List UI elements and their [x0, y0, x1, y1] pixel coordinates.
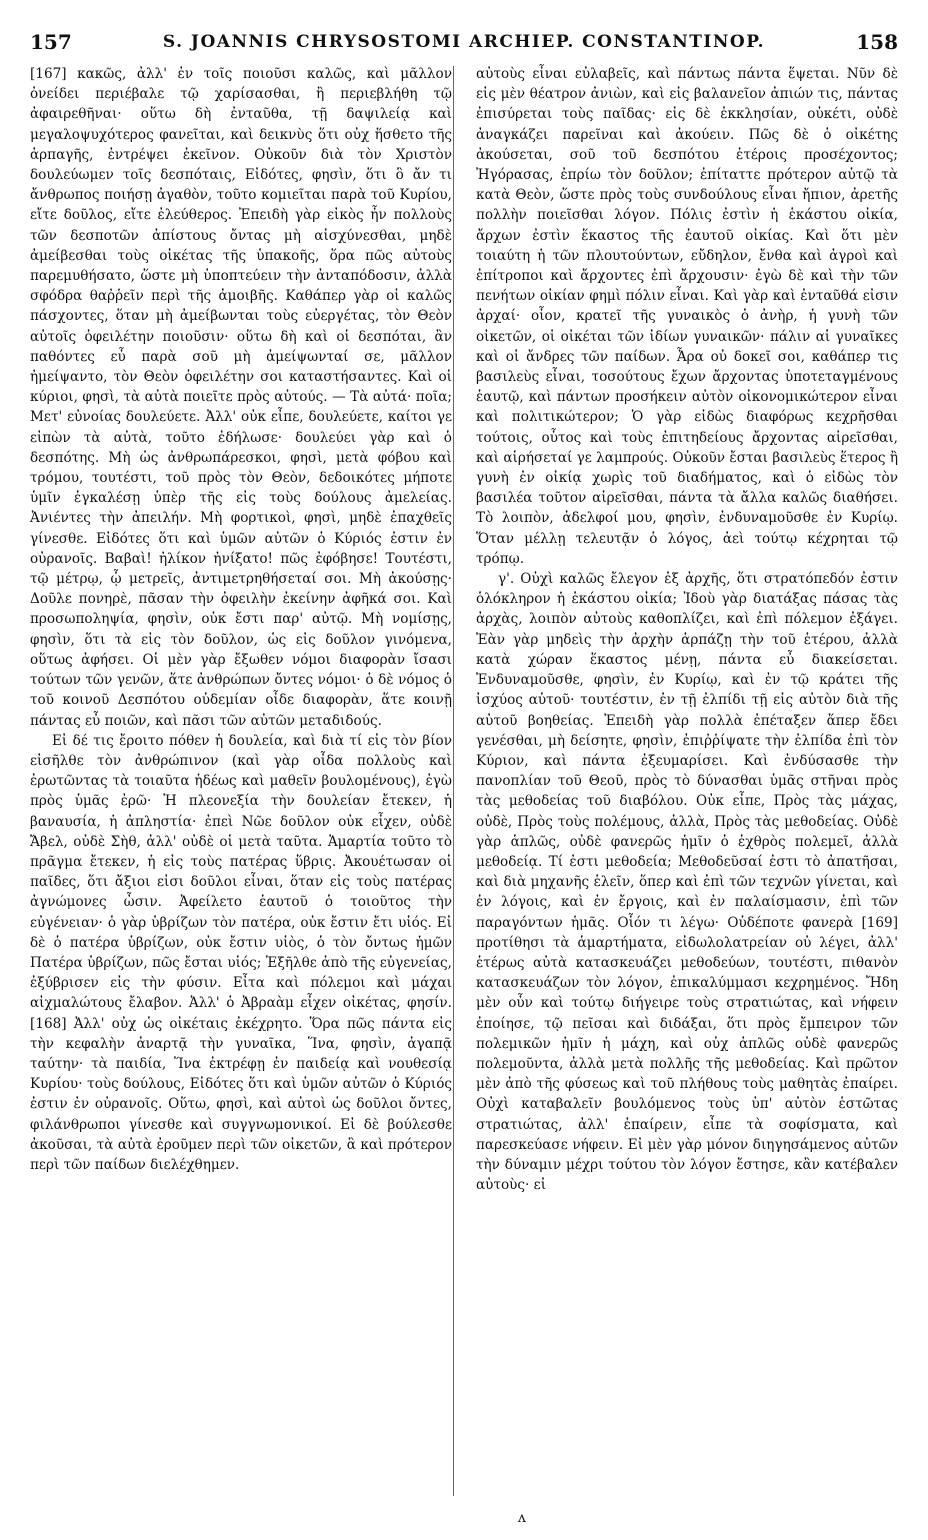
footer-mark: ʌ [518, 1510, 526, 1526]
page-header [30, 30, 898, 60]
left-paragraph-1: [167] κακῶς, ἀλλ' ἐν τοῖς ποιοῦσι καλῶς, καὶ μᾶλλον ὀνείδει περιέβαλε τῷ χαρίσασθαι, ἢ περιεβλήθη τῷ ἀφαιρεθῆναι· οὕτω δὴ ἐνταῦθα, τῇ δαψιλείᾳ καὶ μεγαλοψυχότερος φανεῖται, καὶ δεικνὺς ὅτι οὐχ ἥσθετο τῆς ἁρπαγῆς, ἐντρέψει ἐκεῖνον. Οὐκοῦν διὰ τὸν Χριστὸν δουλεύωμεν τοῖς δεσπόταις, Εἰδότες, φησὶν, ὅτι ὃ ἄν τι ἄνθρωπος ποιήσῃ ἀγαθὸν, τοῦτο κομιεῖται παρὰ τοῦ Κυρίου, εἴτε δοῦλος, εἴτε ἐλεύθερος. Ἐπειδὴ γὰρ εἰκὸς ἦν πολλοὺς τῶν δεσποτῶν ἀπίστους ὄντας μὴ αἰσχύνεσθαι, μηδὲ ἀμείβεσθαι τοὺς οἰκέτας τῆς ὑπακοῆς, ὅρα πῶς αὐτοὺς παρεμυθήσατο, ὥστε μὴ ὑποπτεύειν τὴν ἀνταπόδοσιν, ἀλλὰ σφόδρα θαῤῥεῖν περὶ τῆς ἀμοιβῆς. Καθάπερ γὰρ οἱ καλῶς πάσχοντες, ὅταν μὴ ἀμείβωνται τοὺς εὐεργέτας, τὸν Θεὸν αὐτοῖς ὀφειλέτην ποιοῦσιν· οὕτω δὴ καὶ οἱ δεσπόται, ἂν παθόντες εὖ παρὰ σοῦ μὴ ἀμείψωνταί σε, μᾶλλον ἠμείψαντο, τὸν Θεὸν ὀφειλέτην σοι καταστήσαντες. Καὶ οἱ κύριοι, φησὶ, τὰ αὐτὰ ποιεῖτε πρὸς αὐτούς. — Τὰ αὐτά· ποῖα; Μετ' εὐνοίας δουλεύετε. Ἀλλ' οὐκ εἶπε, δουλεύετε, καίτοι γε εἰπὼν τὰ αὐτὰ, τοῦτο ἐδήλωσε· δουλεύει γὰρ καὶ ὁ δεσπότης. Μὴ ὡς ἀνθρωπάρεσκοι, φησὶ, μετὰ φόβου καὶ τρόμου, τουτέστι, τοῦ πρὸς τὸν Θεὸν, δεδοικότες μήποτε ὑμῖν ἐγκαλέσῃ ὑπὲρ τῆς εἰς τοὺς δούλους ἀμελείας. Ἀνιέντες τὴν ἀπειλήν. Μὴ φορτικοὶ, φησὶ, μηδὲ ἐπαχθεῖς γίνεσθε. Εἰδότες ὅτι καὶ ὑμῶν αὐτῶν ὁ Κύριός ἐστιν ἐν οὐρανοῖς. Βαβαὶ! ἠλίκον ἠνίξατο! πῶς ἐφόβησε! Τουτέστι, τῷ μέτρῳ, ᾧ μετρεῖς, ἀντιμετρηθήσεταί σοι. Μὴ ἀκούσῃς· Δοῦλε πονηρὲ, πᾶσαν τὴν ὀφειλὴν ἐκείνην ἀφῆκά σοι. Καὶ προσωποληψία, φησὶν, οὐκ ἔστι παρ' αὐτῷ. Μὴ νομίσῃς, φησὶν, ὅτι τὰ εἰς τὸν δοῦλον, ὡς εἰς δοῦλον γινόμενα, οὕτως ἀφήσει. Οἱ μὲν γὰρ ἔξωθεν νόμοι διαφορὰν ἴσασι τούτων τῶν γενῶν, ἅτε ἀνθρώπων ὄντες νόμοι· ὁ δὲ νόμος ὁ τοῦ κοινοῦ Δεσπότου οὐδεμίαν οἶδε διαφορὰν, ἅτε κοινῇ πάντας εὖ ποιῶν, καὶ πᾶσι τῶν αὐτῶν μεταδιδούς. [30, 66, 452, 729]
left-column [30, 64, 452, 1504]
column-divider [453, 66, 454, 1496]
right-paragraph-2: γ'. Οὐχὶ καλῶς ἔλεγον ἐξ ἀρχῆς, ὅτι στρατόπεδόν ἐστιν ὁλόκληρον ἡ ἑκάστου οἰκία; Ἰδοὺ γὰρ διατάξας πάσας τὰς ἀρχὰς, λοιπὸν αὐτοὺς καθοπλίζει, καὶ ἐπὶ πόλεμον ἐξάγει. Ἐὰν γὰρ μηδεὶς τὴν ἀρχὴν ἁρπάζῃ τὴν τοῦ ἑτέρου, ἀλλὰ κατὰ χώραν ἕκαστος μένῃ, πάντα εὖ διακείσεται. Ἐνδυναμοῦσθε, φησὶν, ἐν Κυρίῳ, καὶ ἐν τῷ κράτει τῆς ἰσχύος αὐτοῦ· τουτέστιν, ἐν τῇ ἐλπίδι τῇ εἰς αὐτὸν διὰ τῆς αὐτοῦ βοηθείας. Ἐπειδὴ γὰρ πολλὰ ἐπέταξεν ἅπερ ἔδει γενέσθαι, μὴ δείσητε, φησὶν, ἐπιῤῥίψατε τὴν ἐλπίδα ἐπὶ τὸν Κύριον, καὶ πάντα ἐξευμαρίσει. Καὶ ἐνδύσασθε τὴν πανοπλίαν τοῦ Θεοῦ, πρὸς τὸ δύνασθαι ὑμᾶς στῆναι πρὸς τὰς μεθοδείας τοῦ διαβόλου. Οὐκ εἶπε, Πρὸς τὰς μάχας, οὐδὲ, Πρὸς τοὺς πολέμους, ἀλλὰ, Πρὸς τὰς μεθοδείας. Οὐδὲ γὰρ ἁπλῶς, οὐδὲ φανερῶς ἡμῖν ὁ ἐχθρὸς πολεμεῖ, ἀλλὰ μεθοδείᾳ. Τί ἐστι μεθοδεία; Μεθοδεῦσαί ἐστι τὸ ἀπατῆσαι, καὶ διὰ μηχανῆς ἑλεῖν, ὅπερ καὶ ἐπὶ τῶν τεχνῶν γίνεται, καὶ ἐν λόγοις, καὶ ἐν ἔργοις, καὶ ἐν παλαίσμασιν, ἐπὶ τῶν παραγόντων ἡμᾶς. Οἷόν τι λέγω· Οὐδέποτε φανερὰ [169] προτίθησι τὰ ἁμαρτήματα, εἰδωλολατρείαν οὐ λέγει, ἀλλ' ἑτέρως αὐτὰ κατασκευάζει μεθοδεύων, τουτέστι, πιθανὸν κατασκευάζων τὸν λόγον, ἐπικαλύμμασι κεχρημένος. Ἤδη μὲν οὖν καὶ τούτῳ διήγειρε τοὺς στρατιώτας, καὶ νήφειν ἐποίησε, τῷ πεῖσαι καὶ διδάξαι, ὅτι πρὸς ἔμπειρον τῶν πολεμικῶν ἡμῖν ἡ μάχη, καὶ οὐχ ἁπλῶς οὐδὲ φανερῶς πολεμοῦντα, ἀλλὰ μετὰ πολλῆς τῆς μεθοδείας. Καὶ πρῶτον μὲν ἀπὸ τῆς φύσεως καὶ τοῦ πλήθους τοὺς μαθητὰς ἐπαίρει. Οὐχὶ καταβαλεῖν βουλόμενος τοὺς ὑπ' αὐτὸν ἑστῶτας στρατιώτας, ἀλλ' ἐπαίρειν, εἶπε τὰ σοφίσματα, καὶ παρεσκεύασε νήφειν. Εἰ μὲν γὰρ μόνον διηγησάμενος αὐτῶν τὴν δύναμιν μέχρι τούτου τὸν λόγον ἔστησε, κἂν κατέβαλεν αὐτοὺς· εἰ [476, 571, 898, 1194]
right-page-number: 158 [856, 30, 898, 54]
right-column [476, 64, 898, 1504]
left-page-number: 157 [30, 30, 72, 54]
running-title: S. JOANNIS CHRYSOSTOMI ARCHIEP. CONSTANTINOP. [162, 32, 766, 52]
left-paragraph-2: Εἰ δέ τις ἔροιτο πόθεν ἡ δουλεία, καὶ διὰ τί εἰς τὸν βίον εἰσῆλθε τὸν ἀνθρώπινον (καὶ γὰρ οἶδα πολλοὺς καὶ ἐρωτῶντας τὰ τοιαῦτα ἡδέως καὶ μαθεῖν βουλομένους), ἐγὼ πρὸς ὑμᾶς ἐρῶ· Ἡ πλεονεξία τὴν δουλείαν ἔτεκεν, ἡ βαναυσία, ἡ ἀπληστία· ἐπεὶ Νῶε δοῦλον οὐκ εἶχεν, οὐδὲ Ἄβελ, οὐδὲ Σὴθ, ἀλλ' οὐδὲ οἱ μετὰ ταῦτα. Ἁμαρτία τοῦτο τὸ πρᾶγμα ἔτεκεν, ἡ εἰς τοὺς πατέρας ὕβρις. Ἀκουέτωσαν οἱ παῖδες, ὅτι ἄξιοι εἰσι δοῦλοι εἶναι, ὅταν εἰς τοὺς πατέρας ἀγνώμονες ὦσιν. Ἀφείλετο ἑαυτοῦ ὁ τοιοῦτος τὴν εὐγένειαν· ὁ γὰρ ὑβρίζων τὸν πατέρα, οὐκ ἔστιν ἔτι υἱός. Εἰ δὲ ὁ πατέρα ὑβρίζων, οὐκ ἔστιν υἱὸς, ὁ τὸν ὄντως ἡμῶν Πατέρα ὑβρίζων, πῶς ἔσται υἱός; Ἐξῆλθε ἀπὸ τῆς εὐγενείας, ἐξύβρισεν εἰς τὴν φύσιν. Εἶτα καὶ πόλεμοι καὶ μάχαι αἰχμαλώτους ἔλαβον. Ἀλλ' ὁ Ἀβραὰμ εἶχεν οἰκέτας, φησίν. [168] Ἀλλ' οὐχ ὡς οἰκέταις ἐκέχρητο. Ὅρα πῶς πάντα εἰς τὴν κεφαλὴν ἀναρτᾷ τὴν γυναῖκα, Ἵνα, φησὶν, ἀγαπᾷ ταύτην· τὰ παιδία, Ἵνα ἐκτρέφῃ ἐν παιδείᾳ καὶ νουθεσίᾳ Κυρίου· τοὺς δούλους, Εἰδότες ὅτι καὶ ὑμῶν αὐτῶν ὁ Κύριός ἐστιν ἐν οὐρανοῖς. Οὕτω, φησὶ, καὶ αὐτοὶ ὡς δοῦλοι ὄντες, φιλάνθρωποι γίνεσθε καὶ συγγνωμονικοί. Εἰ δὲ βούλεσθε ἀκοῦσαι, τὰ αὐτὰ ἐροῦμεν περὶ τῶν οἰκετῶν, ἃ καὶ πρότερον περὶ τῶν παίδων διελέχθημεν. [30, 732, 452, 1173]
right-paragraph-1: αὐτοὺς εἶναι εὐλαβεῖς, καὶ πάντως πάντα ἕψεται. Νῦν δὲ εἰς μὲν θέατρον ἀνιὼν, καὶ εἰς βαλανεῖον ἀπιών τις, πάντας ἐπισύρεται τοὺς παῖδας· εἰς δὲ ἐκκλησίαν, οὐκέτι, οὐδὲ ἀναγκάζει παρεῖναι καὶ ἀκούειν. Πῶς δὲ ὁ οἰκέτης ἀκούσεται, σοῦ τοῦ δεσπότου ἑτέροις προσέχοντος; Ἠγόρασας, ἐπρίω τὸν δοῦλον; ἐπίταττε πρότερον αὐτῷ τὰ κατὰ Θεὸν, ὥστε πρὸς τοὺς συνδούλους εἶναι ἤπιον, ἀρετῆς πολλὴν ποιεῖσθαι λόγον. Πόλις ἐστὶν ἡ ἑκάστου οἰκία, ἄρχων ἐστὶν ἕκαστος τῆς ἑαυτοῦ οἰκίας. Καὶ ὅτι μὲν τοιαύτη ἡ τῶν πλουτούντων, εὔδηλον, ἔνθα καὶ ἀγροὶ καὶ ἐπίτροποι καὶ ἄρχοντες ἐπὶ ἄρχουσιν· ἐγὼ δὲ καὶ τὴν τῶν πενήτων οἰκίαν φημὶ πόλιν εἶναι. Καὶ γὰρ καὶ ἐνταῦθά εἰσιν ἀρχαί· οἷον, κρατεῖ τῆς γυναικὸς ὁ ἀνὴρ, ἡ γυνὴ τῶν οἰκετῶν, οἱ οἰκέται τῶν ἰδίων γυναικῶν· πάλιν αἱ γυναῖκες καὶ οἱ ἄνδρες τῶν παίδων. Ἆρα οὐ δοκεῖ σοι, καθάπερ τις βασιλεὺς εἶναι, τοσούτους ἔχων ἄρχοντας ὑποτεταγμένους ἑαυτῷ, καὶ πάντων προσήκειν αὐτὸν οἰκονομικώτερον εἶναι καὶ πολιτικώτερον; Ὁ γὰρ εἰδὼς διαφόρως κεχρῆσθαι τούτοις, οὗτος καὶ τοὺς ἐπιτηδείους ἄρχοντας αἱρεῖσθαι, καὶ αἱρήσεταί γε λαμπρούς. Οὐκοῦν ἔσται βασιλεὺς ἕτερος ἢ γυνὴ ἐν οἰκίᾳ χωρὶς τοῦ διαδήματος, καὶ ὁ εἰδὼς τὸν βασιλέα τοῦτον αἱρεῖσθαι, πάντα τὰ ἄλλα καλῶς διαθήσει. Τὸ λοιπὸν, ἀδελφοί μου, φησὶν, ἐνδυναμοῦσθε ἐν Κυρίῳ. Ὅταν μέλλῃ τελευτᾷν ὁ λόγος, ἀεὶ τούτῳ κέχρηται τῷ τρόπῳ. [476, 66, 898, 567]
